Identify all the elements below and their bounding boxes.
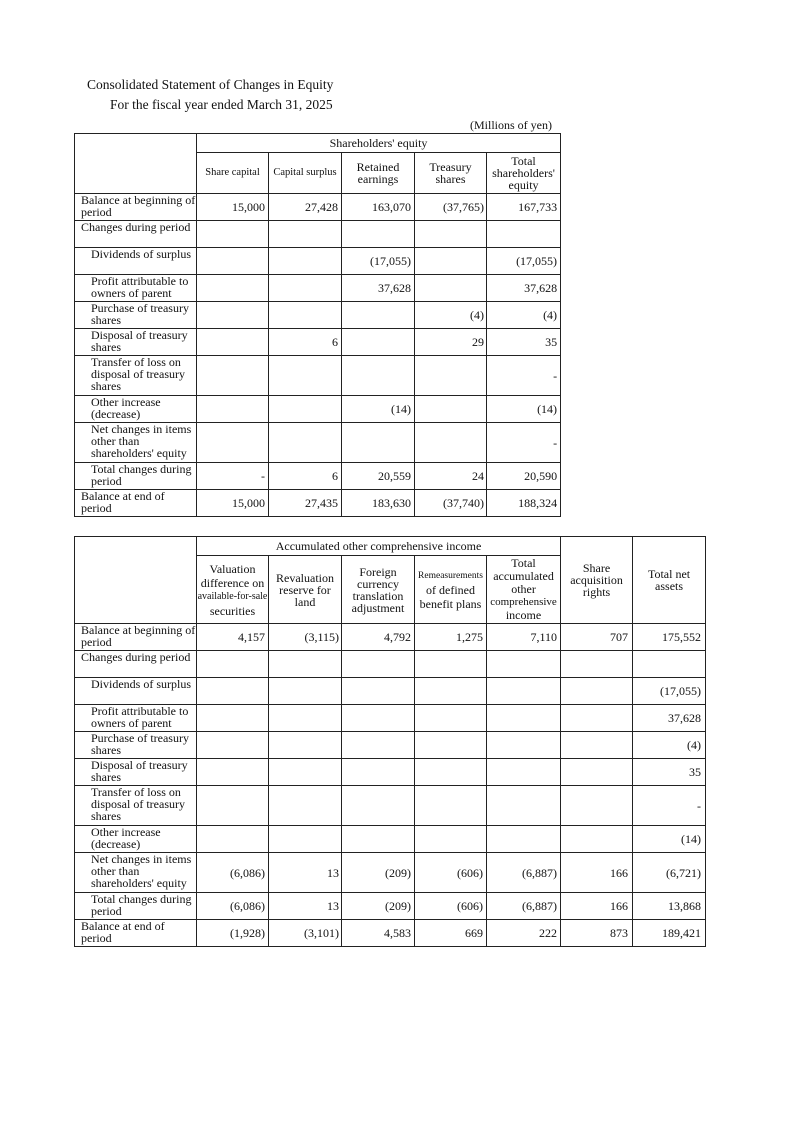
cell-value: (37,740) xyxy=(415,490,487,517)
cell-value: 1,275 xyxy=(415,624,487,651)
cell-value: 7,110 xyxy=(487,624,561,651)
cell-value: - xyxy=(487,423,561,463)
cell-value: 4,792 xyxy=(342,624,415,651)
row-label: Changes during period xyxy=(75,651,197,678)
cell-value: 20,559 xyxy=(342,463,415,490)
cell-value: (3,115) xyxy=(269,624,342,651)
cell-value: 6 xyxy=(269,463,342,490)
row-label: Balance at beginning of period xyxy=(75,194,197,221)
group-header: Accumulated other comprehensive income xyxy=(197,537,561,556)
cell-value: 166 xyxy=(561,893,633,920)
cell-value xyxy=(487,678,561,705)
cell-value xyxy=(415,786,487,826)
cell-value: - xyxy=(487,356,561,396)
cell-value: (14) xyxy=(633,826,706,853)
cell-value xyxy=(269,356,342,396)
cell-value xyxy=(197,732,269,759)
cell-value xyxy=(197,302,269,329)
cell-value: 37,628 xyxy=(342,275,415,302)
row-label: Other increase (decrease) xyxy=(75,826,197,853)
cell-value: 669 xyxy=(415,920,487,947)
column-header: Foreign currency translation adjustment xyxy=(342,556,415,624)
cell-value: 13,868 xyxy=(633,893,706,920)
cell-value: (4) xyxy=(487,302,561,329)
row-label: Profit attributable to owners of parent xyxy=(75,275,197,302)
cell-value: 27,435 xyxy=(269,490,342,517)
row-label: Balance at end of period xyxy=(75,920,197,947)
cell-value: (14) xyxy=(342,396,415,423)
cell-value xyxy=(487,786,561,826)
column-header: Total shareholders' equity xyxy=(487,153,561,194)
cell-value xyxy=(487,705,561,732)
cell-value xyxy=(197,248,269,275)
table-row xyxy=(75,920,706,947)
cell-value: (4) xyxy=(633,732,706,759)
cell-value: (6,887) xyxy=(487,853,561,893)
table-row xyxy=(75,248,561,275)
cell-value xyxy=(487,826,561,853)
cell-value xyxy=(415,396,487,423)
cell-value: 20,590 xyxy=(487,463,561,490)
cell-value: 13 xyxy=(269,893,342,920)
cell-value: 188,324 xyxy=(487,490,561,517)
cell-value xyxy=(269,826,342,853)
cell-value: - xyxy=(633,786,706,826)
cell-value xyxy=(415,423,487,463)
cell-value xyxy=(415,732,487,759)
cell-value: (17,055) xyxy=(487,248,561,275)
cell-value: 873 xyxy=(561,920,633,947)
cell-value: (3,101) xyxy=(269,920,342,947)
table-row xyxy=(75,853,706,893)
cell-value xyxy=(197,356,269,396)
table-row xyxy=(75,356,561,396)
cell-value xyxy=(415,678,487,705)
row-label: Disposal of treasury shares xyxy=(75,759,197,786)
cell-value xyxy=(342,356,415,396)
cell-value xyxy=(197,759,269,786)
cell-value xyxy=(197,329,269,356)
cell-value: 6 xyxy=(269,329,342,356)
table-row xyxy=(75,678,706,705)
row-label: Dividends of surplus xyxy=(75,248,197,275)
cell-value xyxy=(561,705,633,732)
cell-value xyxy=(197,786,269,826)
row-label: Disposal of treasury shares xyxy=(75,329,197,356)
table-row xyxy=(75,705,706,732)
shareholders-equity-table xyxy=(74,133,561,517)
column-header: Revaluation reserve for land xyxy=(269,556,342,624)
cell-value: (606) xyxy=(415,893,487,920)
row-label: Total changes during period xyxy=(75,893,197,920)
row-label: Profit attributable to owners of parent xyxy=(75,705,197,732)
row-label: Balance at beginning of period xyxy=(75,624,197,651)
cell-value xyxy=(561,732,633,759)
table-row xyxy=(75,732,706,759)
cell-value: 24 xyxy=(415,463,487,490)
cell-value: (1,928) xyxy=(197,920,269,947)
cell-value xyxy=(487,759,561,786)
cell-value xyxy=(269,705,342,732)
table-row xyxy=(75,624,706,651)
cell-value xyxy=(415,221,487,248)
column-header: Capital surplus xyxy=(269,153,342,194)
cell-value: (14) xyxy=(487,396,561,423)
cell-value xyxy=(269,275,342,302)
cell-value xyxy=(342,221,415,248)
cell-value xyxy=(415,275,487,302)
row-label: Net changes in items other than shareholders' equity xyxy=(75,423,197,463)
cell-value xyxy=(487,732,561,759)
cell-value: 37,628 xyxy=(633,705,706,732)
table-row xyxy=(75,651,706,678)
cell-value xyxy=(561,678,633,705)
column-header: Valuation difference on available-for-sale securities xyxy=(197,556,269,624)
cell-value xyxy=(415,759,487,786)
cell-value xyxy=(633,651,706,678)
row-label: Transfer of loss on disposal of treasury shares xyxy=(75,786,197,826)
cell-value xyxy=(342,732,415,759)
cell-value xyxy=(197,423,269,463)
row-label: Net changes in items other than shareholders' equity xyxy=(75,853,197,893)
table-row xyxy=(75,463,561,490)
row-label: Transfer of loss on disposal of treasury shares xyxy=(75,356,197,396)
table-row xyxy=(75,194,561,221)
cell-value: - xyxy=(197,463,269,490)
cell-value xyxy=(342,329,415,356)
row-label: Total changes during period xyxy=(75,463,197,490)
cell-value xyxy=(415,356,487,396)
cell-value: (6,086) xyxy=(197,853,269,893)
cell-value xyxy=(342,651,415,678)
cell-value: 707 xyxy=(561,624,633,651)
cell-value xyxy=(342,423,415,463)
unit-note: (Millions of yen) xyxy=(470,118,552,132)
cell-value: 13 xyxy=(269,853,342,893)
cell-value xyxy=(561,759,633,786)
table-row xyxy=(75,759,706,786)
cell-value: (17,055) xyxy=(633,678,706,705)
cell-value: 27,428 xyxy=(269,194,342,221)
cell-value xyxy=(415,248,487,275)
table-row xyxy=(75,329,561,356)
cell-value: (4) xyxy=(415,302,487,329)
table-row xyxy=(75,275,561,302)
cell-value: (37,765) xyxy=(415,194,487,221)
cell-value: 189,421 xyxy=(633,920,706,947)
cell-value: 166 xyxy=(561,853,633,893)
page-subtitle: For the fiscal year ended March 31, 2025 xyxy=(110,97,333,112)
cell-value xyxy=(269,732,342,759)
table-row xyxy=(75,786,706,826)
table-row xyxy=(75,423,561,463)
row-label: Other increase (decrease) xyxy=(75,396,197,423)
column-header: Retained earnings xyxy=(342,153,415,194)
cell-value: 15,000 xyxy=(197,194,269,221)
row-label: Changes during period xyxy=(75,221,197,248)
group-header: Shareholders' equity xyxy=(197,134,561,153)
cell-value: (6,086) xyxy=(197,893,269,920)
corner-cell xyxy=(75,134,197,194)
cell-value: (6,721) xyxy=(633,853,706,893)
cell-value xyxy=(415,705,487,732)
cell-value xyxy=(415,826,487,853)
row-label: Dividends of surplus xyxy=(75,678,197,705)
cell-value xyxy=(197,221,269,248)
other-comprehensive-income-table xyxy=(74,536,706,947)
cell-value: 183,630 xyxy=(342,490,415,517)
row-label: Balance at end of period xyxy=(75,490,197,517)
cell-value: 167,733 xyxy=(487,194,561,221)
cell-value: 175,552 xyxy=(633,624,706,651)
cell-value xyxy=(342,705,415,732)
cell-value xyxy=(197,826,269,853)
cell-value xyxy=(269,221,342,248)
corner-cell xyxy=(75,537,197,624)
page-title: Consolidated Statement of Changes in Equity xyxy=(87,77,334,92)
cell-value xyxy=(269,759,342,786)
column-header: Share acquisition rights xyxy=(561,537,633,624)
cell-value: 4,157 xyxy=(197,624,269,651)
cell-value xyxy=(342,678,415,705)
cell-value: 37,628 xyxy=(487,275,561,302)
cell-value xyxy=(561,651,633,678)
cell-value: 35 xyxy=(487,329,561,356)
cell-value: (17,055) xyxy=(342,248,415,275)
row-label: Purchase of treasury shares xyxy=(75,302,197,329)
cell-value xyxy=(342,302,415,329)
cell-value xyxy=(269,396,342,423)
cell-value xyxy=(197,678,269,705)
cell-value: (606) xyxy=(415,853,487,893)
cell-value xyxy=(269,678,342,705)
cell-value xyxy=(269,651,342,678)
column-header: Total net assets xyxy=(633,537,706,624)
cell-value xyxy=(269,248,342,275)
cell-value xyxy=(342,786,415,826)
table-row xyxy=(75,490,561,517)
cell-value xyxy=(342,759,415,786)
cell-value xyxy=(561,826,633,853)
row-label: Purchase of treasury shares xyxy=(75,732,197,759)
cell-value xyxy=(269,786,342,826)
cell-value xyxy=(561,786,633,826)
column-header: Share capital xyxy=(197,153,269,194)
cell-value xyxy=(342,826,415,853)
cell-value xyxy=(415,651,487,678)
cell-value xyxy=(269,302,342,329)
table-row xyxy=(75,826,706,853)
cell-value xyxy=(269,423,342,463)
cell-value: 163,070 xyxy=(342,194,415,221)
cell-value xyxy=(487,651,561,678)
column-header: Total accumulated other comprehensive income xyxy=(487,556,561,624)
table-row xyxy=(75,893,706,920)
cell-value: 29 xyxy=(415,329,487,356)
table-row xyxy=(75,302,561,329)
cell-value xyxy=(487,221,561,248)
table-row xyxy=(75,221,561,248)
cell-value xyxy=(197,396,269,423)
column-header: Remeasurements of defined benefit plans xyxy=(415,556,487,624)
cell-value: (209) xyxy=(342,893,415,920)
cell-value xyxy=(197,275,269,302)
cell-value: 35 xyxy=(633,759,706,786)
cell-value xyxy=(197,651,269,678)
cell-value: (209) xyxy=(342,853,415,893)
cell-value: (6,887) xyxy=(487,893,561,920)
table-row xyxy=(75,396,561,423)
cell-value xyxy=(197,705,269,732)
cell-value: 15,000 xyxy=(197,490,269,517)
cell-value: 222 xyxy=(487,920,561,947)
cell-value: 4,583 xyxy=(342,920,415,947)
column-header: Treasury shares xyxy=(415,153,487,194)
